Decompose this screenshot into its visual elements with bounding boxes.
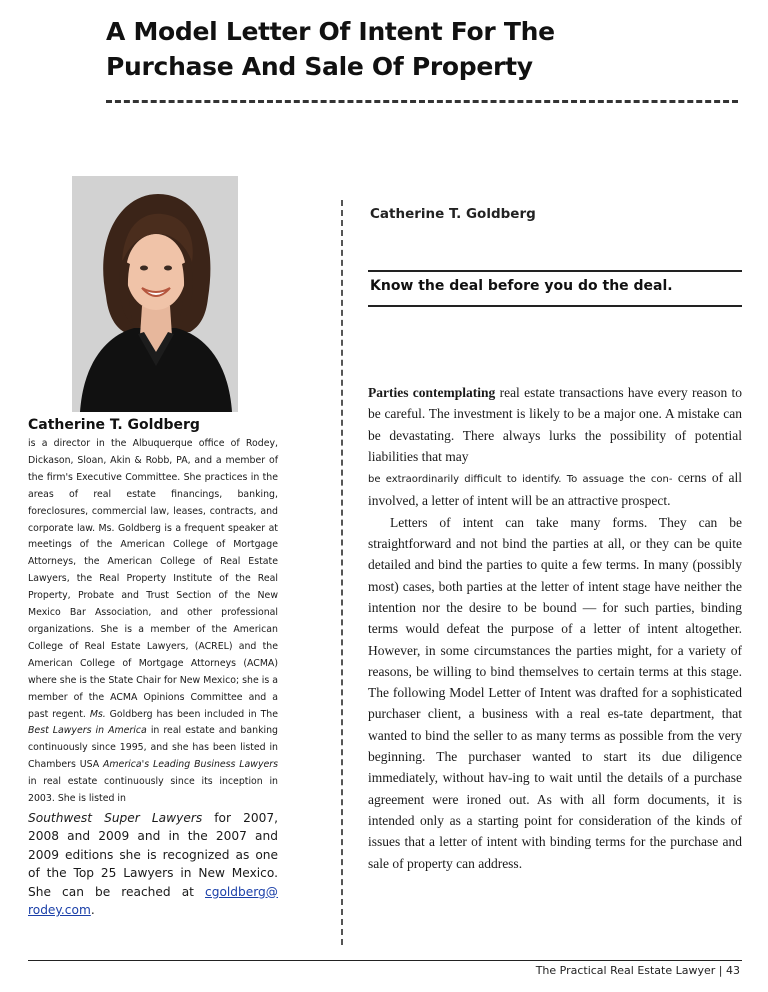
column-divider — [341, 200, 343, 945]
tagline: Know the deal before you do the deal. — [370, 278, 673, 294]
article-title — [106, 14, 726, 84]
byline: Catherine T. Goldberg — [370, 206, 536, 222]
tagline-rule-top — [368, 270, 742, 272]
bio-author-name: Catherine T. Goldberg — [28, 417, 200, 433]
bio-part-3: in real estate and banking continuously since 1995, and she has been listed in Chambers USA — [28, 725, 278, 771]
author-portrait-image — [72, 176, 238, 412]
author-photo — [72, 176, 238, 412]
bio-email-link[interactable]: cgoldberg@ rodey.com — [28, 884, 278, 917]
title-line-2: Purchase And Sale Of Property — [106, 52, 533, 81]
bio-period: . — [90, 902, 95, 917]
paragraph-1-small: be extraordinarily difficult to identify. To assuage the con- — [368, 474, 673, 486]
tagline-rule-bottom — [368, 305, 742, 307]
author-bio — [28, 416, 278, 919]
title-divider — [106, 100, 738, 103]
article-body — [368, 382, 742, 874]
paragraph-1 — [368, 382, 742, 512]
paragraph-1-lead: Parties contemplating — [368, 385, 496, 400]
bio-part-1: is a director in the Albuquerque office of Rodey, Dickason, Sloan, Akin & Robb, PA, and a member of the firm's Executive Committee. She practices in the areas of real estate financings, banking, foreclosures, commercial law, leases, contracts, and corporate law. Ms. Goldberg is a frequent speaker at meetings of the American College of Mortgage Attorneys, the American College of Real Estate Lawyers, the Real Property Institute of the Real Property, Probate and Trust Section of the New Mexico Bar Association, and other professional organizations. She is a member of the American College of Real Estate Lawyers, (ACREL) and the American College of Mortgage Attorneys (ACMA) where she is the State Chair for New Mexico; she is a member of the ACMA Opinions Committee and a past regent. — [28, 438, 278, 720]
bio-part-2: Goldberg has been included in The — [105, 708, 279, 720]
bio-part-4: in real estate continuously since its inception in 2003. She is listed in — [28, 776, 278, 805]
bio-text — [28, 436, 278, 808]
paragraph-2: Letters of intent can take many forms. They can be straightforward and not bind the parties at all, or they can be quite detailed and bind the parties to quite a few terms. In many (possibly most) cases, both parties at the letter of intent stage have neither the intention nor the desire to be bound — for such parties, binding terms would defeat the purpose of a letter of intent altogether. However, in some circumstances the parties might, for a variety of reasons, be willing to bind themselves to certain terms at this stage. The following Model Letter of Intent was drafted for a sophisticated purchaser client, a business with a real es-tate department, that wanted to bind the seller to as many terms as possible from the very beginning. The purchaser wanted to start its due diligence immediately, without hav-ing to wait until the details of a purchase agreement were ironed out. As with all form documents, it is intended only as a starting point for consideration of the kinds of issues that a letter of intent with binding terms for the purchase and sale of property can address. — [368, 514, 742, 871]
bio-southwest: Southwest Super Lawyers — [28, 810, 203, 825]
page-footer: The Practical Real Estate Lawyer | 43 — [535, 964, 740, 977]
bio-part-5: for 2007, 2008 and 2009 and in the 2007 and 2009 editions she is recognized as one of the Top 25 Lawyers in New Mexico. She can be reached at — [28, 810, 278, 899]
paragraph-1-b: cerns of all involved, a letter of intent will be an attractive prospect. — [368, 470, 743, 509]
bio-ms: Ms. — [89, 708, 106, 720]
bio-best-lawyers: Best Lawyers in America — [28, 725, 147, 737]
bio-leading-lawyers: America's Leading Business Lawyers — [103, 759, 278, 771]
bio-tail — [28, 809, 278, 919]
footer-divider — [28, 960, 742, 961]
paragraph-1-a: real estate transactions have every reason to be careful. The investment is likely to be a major one. A mistake can be devastating. There always lurks the possibility of potential liabilities that may — [368, 385, 742, 464]
title-line-1: A Model Letter Of Intent For The — [106, 17, 555, 46]
